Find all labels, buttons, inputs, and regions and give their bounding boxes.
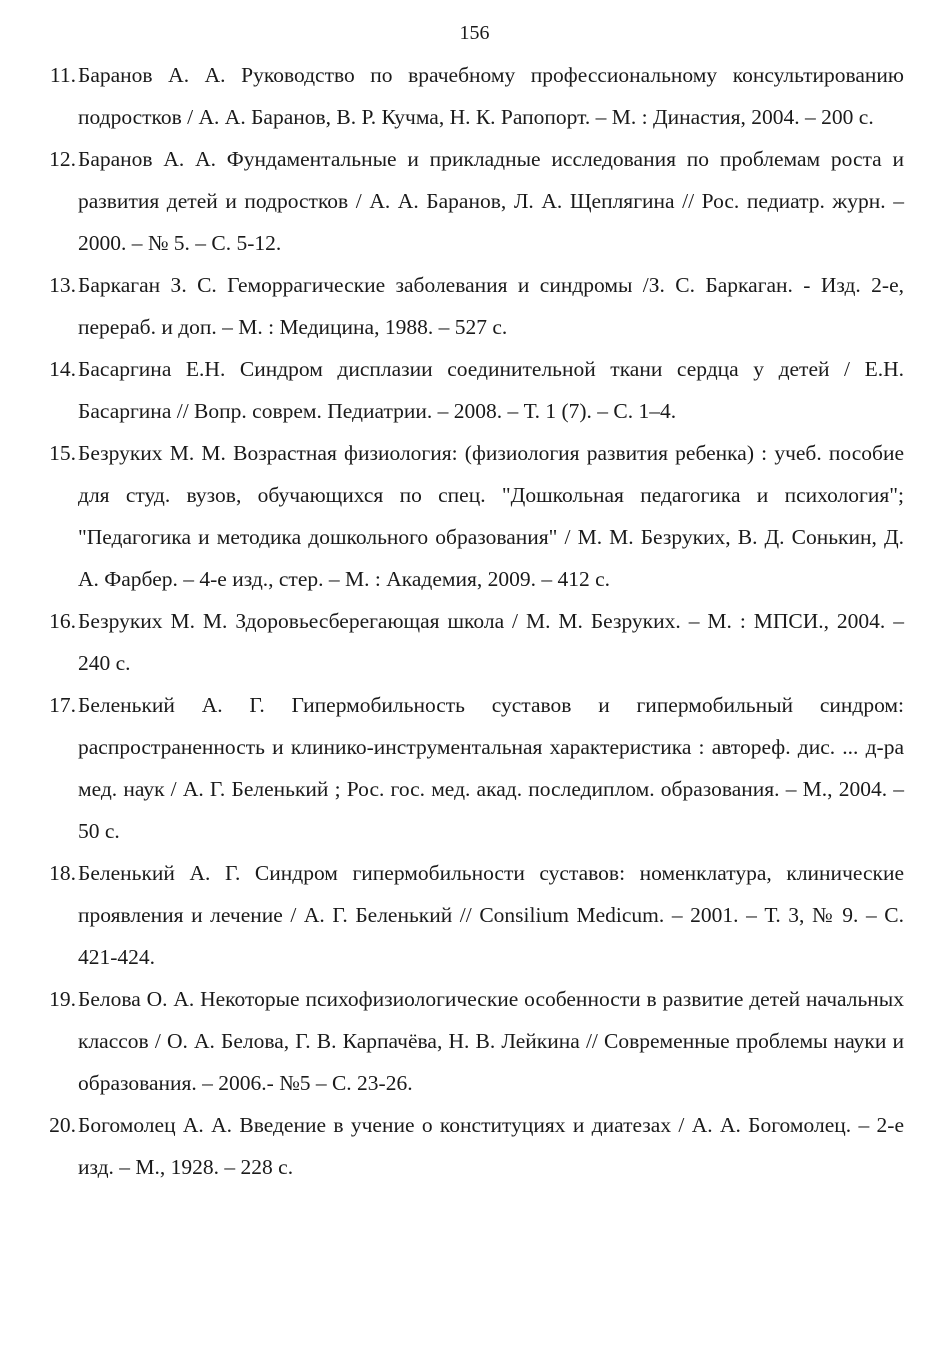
- reference-number: 15.: [49, 441, 76, 465]
- page-number: 156: [459, 22, 490, 44]
- reference-text: Беленький А. Г. Гипермобильность суставов и гипермобильный синдром: распространенность и клинико-инструментальная характеристика : автореф. дис. ... д-ра мед. наук / А. Г. Беленький ; Рос. гос. мед. акад. последиплом. образования. – М., 2004. – 50 с.: [78, 693, 904, 843]
- reference-number: 12.: [49, 147, 76, 171]
- reference-number: 20.: [49, 1113, 76, 1137]
- reference-text: Безруких М. М. Возрастная физиология: (физиология развития ребенка) : учеб. пособие для студ. вузов, обучающихся по спец. "Дошкольная педагогика и психология"; "Педагогика и методика дошкольного образования" / М. М. Безруких, В. Д. Сонькин, Д. А. Фарбер. – 4-е изд., стер. – М. : Академия, 2009. – 412 с.: [78, 441, 904, 591]
- reference-number: 19.: [49, 987, 76, 1011]
- reference-text: Беленький А. Г. Синдром гипермобильности суставов: номенклатура, клинические проявления и лечение / А. Г. Беленький // Consilium Medicum. – 2001. – Т. 3, № 9. – С. 421-424.: [78, 861, 904, 969]
- reference-item: [36, 600, 904, 684]
- reference-item: [36, 264, 904, 348]
- reference-number: 13.: [49, 273, 76, 297]
- reference-number: 14.: [49, 357, 76, 381]
- reference-item: [36, 54, 904, 138]
- reference-item: [36, 852, 904, 978]
- reference-list: [36, 54, 904, 1188]
- reference-text: Басаргина Е.Н. Синдром дисплазии соединительной ткани сердца у детей / Е.Н. Басаргина // Вопр. соврем. Педиатрии. – 2008. – Т. 1 (7). – С. 1–4.: [78, 357, 904, 423]
- reference-text: Баранов А. А. Фундаментальные и прикладные исследования по проблемам роста и развития детей и подростков / А. А. Баранов, Л. А. Щеплягина // Рос. педиатр. журн. – 2000. – № 5. – С. 5-12.: [78, 147, 904, 255]
- reference-item: [36, 684, 904, 852]
- reference-text: Белова О. А. Некоторые психофизиологические особенности в развитие детей начальных классов / О. А. Белова, Г. В. Карпачёва, Н. В. Лейкина // Современные проблемы науки и образования. – 2006.- №5 – С. 23-26.: [78, 987, 904, 1095]
- reference-text: Баранов А. А. Руководство по врачебному профессиональному консультированию подростков / А. А. Баранов, В. Р. Кучма, Н. К. Рапопорт. – М. : Династия, 2004. – 200 с.: [78, 63, 904, 129]
- reference-text: Безруких М. М. Здоровьесберегающая школа / М. М. Безруких. – М. : МПСИ., 2004. – 240 с.: [78, 609, 904, 675]
- reference-number: 16.: [49, 609, 76, 633]
- reference-text: Баркаган З. С. Геморрагические заболевания и синдромы /З. С. Баркаган. - Изд. 2-е, перераб. и доп. – М. : Медицина, 1988. – 527 с.: [78, 273, 904, 339]
- reference-item: [36, 978, 904, 1104]
- reference-number: 11.: [49, 63, 76, 87]
- reference-item: [36, 1104, 904, 1188]
- reference-number: 18.: [49, 861, 76, 885]
- reference-item: [36, 138, 904, 264]
- reference-item: [36, 432, 904, 600]
- reference-item: [36, 348, 904, 432]
- reference-number: 17.: [49, 693, 76, 717]
- reference-text: Богомолец А. А. Введение в учение о конституциях и диатезах / А. А. Богомолец. – 2-е изд. – М., 1928. – 228 с.: [78, 1113, 904, 1179]
